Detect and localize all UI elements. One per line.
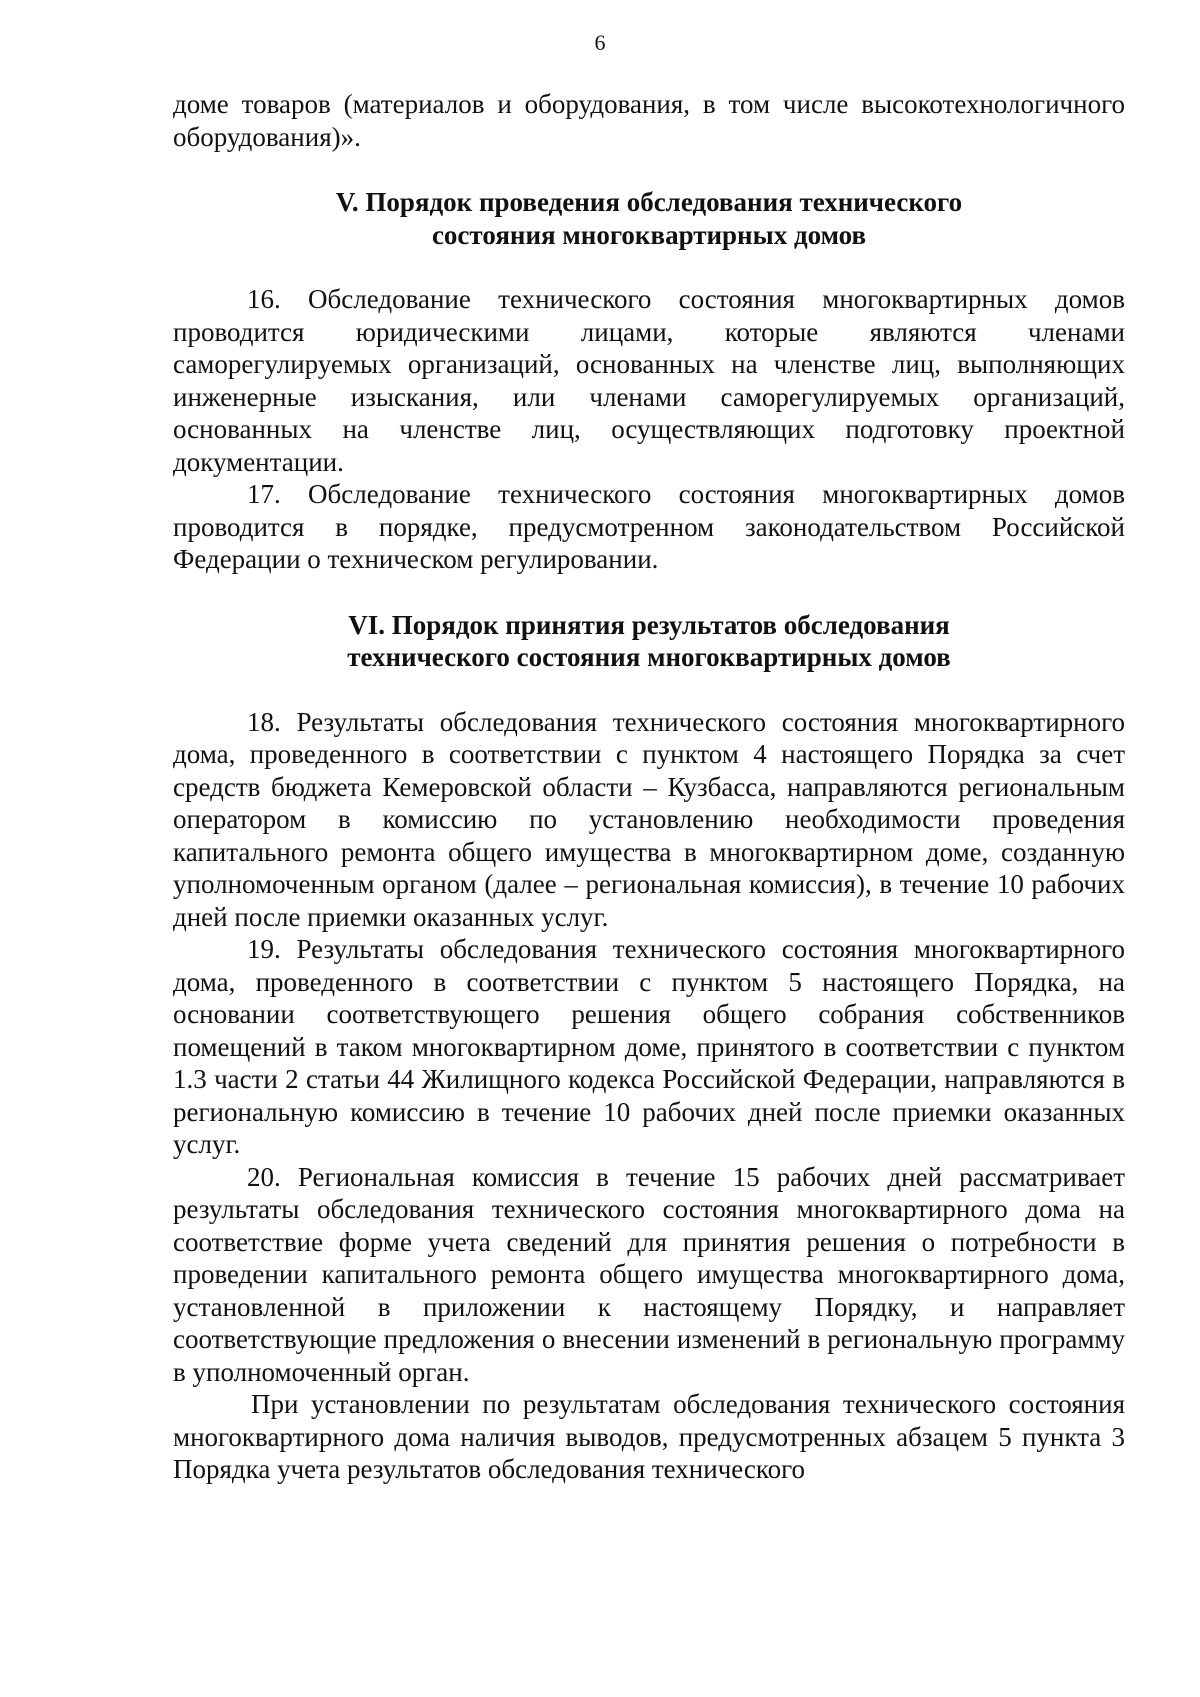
section-5-heading-line-1: V. Порядок проведения обследования технического [335, 187, 963, 217]
paragraph-17: 17. Обследование технического состояния многоквартирных домов проводится в порядке, предусмотренном законодательством Российской Федерации о техническом регулировании. [173, 479, 1125, 574]
section-5-heading [173, 186, 1125, 251]
paragraph-continuation: При установлении по результатам обследования технического состояния многоквартирного дома наличия выводов, предусмотренных абзацем 5 пункта 3 Порядка учета результатов обследования технического [173, 1389, 1125, 1484]
spacer [173, 251, 1125, 283]
spacer [173, 576, 1125, 609]
paragraph-20: 20. Региональная комиссия в течение 15 рабочих дней рассматривает результаты обследования технического состояния многоквартирного дома на соответствие форме учета сведений для принятия решения о потребности в проведении капитального ремонта общего имущества многоквартирного дома, установленной в приложении к настоящему Порядку, и направляет соответствующие предложения о внесении изменений в региональную программу в уполномоченный орган. [173, 1161, 1125, 1387]
intro-paragraph: доме товаров (материалов и оборудования, в том числе высокотехнологичного оборудования)». [173, 89, 1125, 152]
spacer [173, 153, 1125, 186]
paragraph-19: 19. Результаты обследования технического состояния многоквартирного дома, проведенного в соответствии с пунктом 5 настоящего Порядка, на основании соответствующего решения общего собрания собственников помещений в таком многоквартирном доме, принятого в соответствии с пунктом 1.3 части 2 статьи 44 Жилищного кодекса Российской Федерации, направляются в региональную комиссию в течение 10 рабочих дней после приемки оказанных услуг. [173, 934, 1125, 1159]
paragraph-18: 18. Результаты обследования технического состояния многоквартирного дома, проведенного в соответствии с пунктом 4 настоящего Порядка за счет средств бюджета Кемеровской области – Кузбасса, направляются региональным оператором в комиссию по установлению необходимости проведения капитального ремонта общего имущества в многоквартирном доме, созданную уполномоченным органом (далее – региональная комиссия), в течение 10 рабочих дней после приемки оказанных услуг. [173, 706, 1125, 932]
section-5-heading-line-2: состояния многоквартирных домов [431, 219, 867, 250]
section-6-heading [173, 609, 1125, 674]
section-6-heading-line-1: VI. Порядок принятия результатов обследования [348, 609, 950, 640]
section-6-heading-line-2: технического состояния многоквартирных домов [347, 642, 951, 672]
spacer [173, 674, 1125, 706]
paragraph-16: 16. Обследование технического состояния многоквартирных домов проводится юридическими лицами, которые являются членами саморегулируемых организаций, основанных на членстве лиц, выполняющих инженерные изыскания, или членами саморегулируемых организаций, основанных на членстве лиц, осуществляющих подготовку проектной документации. [173, 284, 1125, 477]
document-body [173, 88, 1125, 1486]
page-number: 6 [594, 30, 606, 55]
